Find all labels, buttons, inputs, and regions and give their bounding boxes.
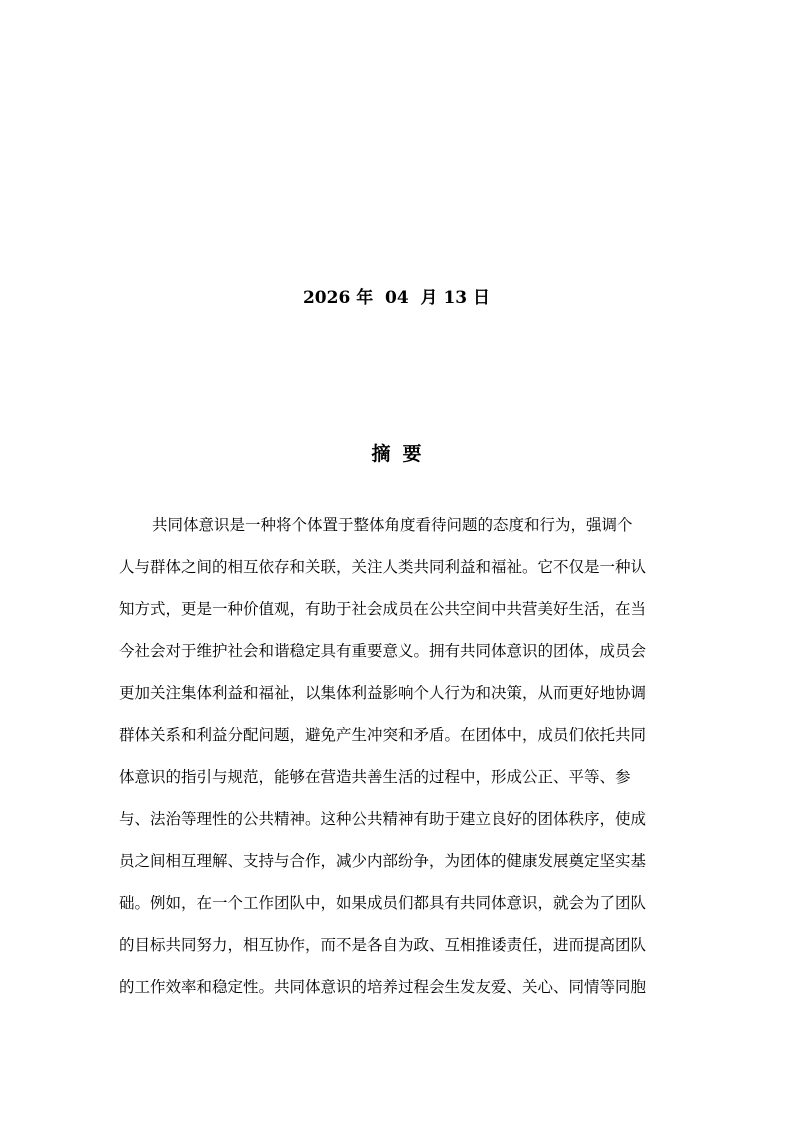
abstract-line: 群体关系和利益分配问题，避免产生冲突和矛盾。在团体中，成员们依托共同 <box>119 726 647 744</box>
abstract-line: 体意识的指引与规范，能够在营造共善生活的过程中，形成公正、平等、参 <box>119 768 631 786</box>
abstract-body <box>119 504 679 1008</box>
abstract-line: 与、法治等理性的公共精神。这种公共精神有助于建立良好的团体秩序，使成 <box>119 810 647 828</box>
abstract-line: 础。例如，在一个工作团队中，如果成员们都具有共同体意识，就会为了团队 <box>119 894 647 912</box>
abstract-line: 知方式，更是一种价值观，有助于社会成员在公共空间中共营美好生活，在当 <box>119 600 647 618</box>
abstract-line: 人与群体之间的相互依存和关联，关注人类共同利益和福祉。它不仅是一种认 <box>119 558 647 576</box>
abstract-heading: 摘要 <box>371 443 434 465</box>
abstract-line: 的工作效率和稳定性。共同体意识的培养过程会生发友爱、关心、同情等同胞 <box>119 978 647 996</box>
abstract-line: 的目标共同努力，相互协作，而不是各自为政、互相推诿责任，进而提高团队 <box>119 936 647 954</box>
abstract-line: 今社会对于维护社会和谐稳定具有重要意义。拥有共同体意识的团体，成员会 <box>119 642 647 660</box>
abstract-line: 员之间相互理解、支持与合作，减少内部纷争，为团体的健康发展奠定坚实基 <box>119 852 647 870</box>
abstract-line: 共同体意识是一种将个体置于整体角度看待问题的态度和行为，强调个 <box>152 516 633 534</box>
document-date: 2026 年 04 月 13 日 <box>302 288 491 308</box>
abstract-line: 更加关注集体利益和福祉，以集体利益影响个人行为和决策，从而更好地协调 <box>119 684 647 702</box>
